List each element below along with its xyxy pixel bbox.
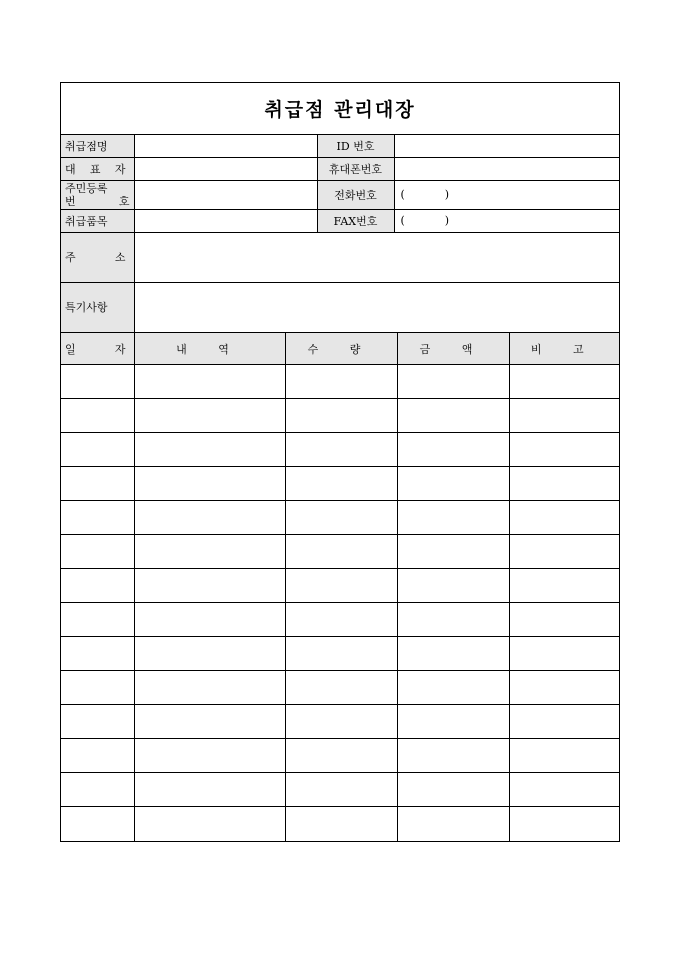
cell-note[interactable] bbox=[509, 467, 619, 501]
cell-date[interactable] bbox=[61, 535, 134, 569]
field-store-name[interactable] bbox=[134, 134, 317, 157]
ledger-form bbox=[60, 82, 620, 842]
cell-quantity[interactable] bbox=[285, 467, 397, 501]
cell-amount[interactable] bbox=[397, 739, 509, 773]
table-row bbox=[61, 773, 619, 807]
cell-amount[interactable] bbox=[397, 433, 509, 467]
label-phone: 전화번호 bbox=[317, 180, 394, 209]
cell-quantity[interactable] bbox=[285, 501, 397, 535]
cell-detail[interactable] bbox=[134, 365, 285, 399]
cell-quantity[interactable] bbox=[285, 399, 397, 433]
cell-amount[interactable] bbox=[397, 569, 509, 603]
cell-amount[interactable] bbox=[397, 399, 509, 433]
header-detail: 내 역 bbox=[134, 333, 285, 365]
field-remarks[interactable] bbox=[134, 282, 619, 332]
cell-date[interactable] bbox=[61, 433, 134, 467]
label-fax: FAX번호 bbox=[317, 209, 394, 232]
cell-detail[interactable] bbox=[134, 773, 285, 807]
label-remarks: 특기사항 bbox=[61, 282, 134, 332]
field-id-number[interactable] bbox=[394, 134, 619, 157]
cell-amount[interactable] bbox=[397, 365, 509, 399]
header-date: 일 자 bbox=[61, 333, 134, 365]
table-row bbox=[61, 739, 619, 773]
cell-quantity[interactable] bbox=[285, 705, 397, 739]
table-row bbox=[61, 433, 619, 467]
cell-amount[interactable] bbox=[397, 637, 509, 671]
cell-note[interactable] bbox=[509, 433, 619, 467]
cell-date[interactable] bbox=[61, 569, 134, 603]
cell-amount[interactable] bbox=[397, 603, 509, 637]
log-table bbox=[61, 332, 619, 841]
label-mobile: 휴대폰번호 bbox=[317, 157, 394, 180]
cell-detail[interactable] bbox=[134, 705, 285, 739]
cell-detail[interactable] bbox=[134, 739, 285, 773]
cell-amount[interactable] bbox=[397, 705, 509, 739]
label-items: 취급품목 bbox=[61, 209, 134, 232]
cell-detail[interactable] bbox=[134, 535, 285, 569]
cell-date[interactable] bbox=[61, 671, 134, 705]
field-mobile[interactable] bbox=[394, 157, 619, 180]
table-row bbox=[61, 807, 619, 841]
cell-note[interactable] bbox=[509, 569, 619, 603]
cell-amount[interactable] bbox=[397, 773, 509, 807]
label-store-name: 취급점명 bbox=[61, 134, 134, 157]
cell-detail[interactable] bbox=[134, 671, 285, 705]
cell-note[interactable] bbox=[509, 535, 619, 569]
table-row bbox=[61, 535, 619, 569]
table-row bbox=[61, 705, 619, 739]
cell-detail[interactable] bbox=[134, 807, 285, 841]
page-title: 취급점 관리대장 bbox=[61, 83, 619, 134]
cell-quantity[interactable] bbox=[285, 773, 397, 807]
cell-note[interactable] bbox=[509, 637, 619, 671]
cell-detail[interactable] bbox=[134, 569, 285, 603]
cell-note[interactable] bbox=[509, 365, 619, 399]
cell-note[interactable] bbox=[509, 773, 619, 807]
label-address: 주 소 bbox=[61, 232, 134, 282]
cell-amount[interactable] bbox=[397, 671, 509, 705]
cell-note[interactable] bbox=[509, 603, 619, 637]
cell-detail[interactable] bbox=[134, 399, 285, 433]
table-row bbox=[61, 467, 619, 501]
cell-quantity[interactable] bbox=[285, 603, 397, 637]
cell-detail[interactable] bbox=[134, 637, 285, 671]
cell-note[interactable] bbox=[509, 501, 619, 535]
field-items[interactable] bbox=[134, 209, 317, 232]
cell-detail[interactable] bbox=[134, 501, 285, 535]
label-resident-number: 주민등록 번 호 bbox=[61, 180, 134, 209]
cell-quantity[interactable] bbox=[285, 365, 397, 399]
table-row bbox=[61, 569, 619, 603]
cell-amount[interactable] bbox=[397, 807, 509, 841]
cell-date[interactable] bbox=[61, 467, 134, 501]
cell-date[interactable] bbox=[61, 637, 134, 671]
label-representative: 대 표 자 bbox=[61, 157, 134, 180]
cell-date[interactable] bbox=[61, 807, 134, 841]
cell-detail[interactable] bbox=[134, 603, 285, 637]
cell-date[interactable] bbox=[61, 739, 134, 773]
cell-amount[interactable] bbox=[397, 535, 509, 569]
cell-date[interactable] bbox=[61, 501, 134, 535]
header-amount: 금 액 bbox=[397, 333, 509, 365]
cell-quantity[interactable] bbox=[285, 739, 397, 773]
table-row bbox=[61, 637, 619, 671]
field-representative[interactable] bbox=[134, 157, 317, 180]
cell-date[interactable] bbox=[61, 365, 134, 399]
cell-note[interactable] bbox=[509, 705, 619, 739]
info-table bbox=[61, 83, 619, 332]
cell-detail[interactable] bbox=[134, 467, 285, 501]
table-row bbox=[61, 399, 619, 433]
header-note: 비 고 bbox=[509, 333, 619, 365]
cell-detail[interactable] bbox=[134, 433, 285, 467]
cell-note[interactable] bbox=[509, 399, 619, 433]
cell-note[interactable] bbox=[509, 739, 619, 773]
cell-note[interactable] bbox=[509, 807, 619, 841]
cell-date[interactable] bbox=[61, 603, 134, 637]
cell-quantity[interactable] bbox=[285, 807, 397, 841]
field-phone[interactable]: ( ) bbox=[394, 180, 619, 209]
cell-quantity[interactable] bbox=[285, 569, 397, 603]
cell-date[interactable] bbox=[61, 399, 134, 433]
table-row bbox=[61, 365, 619, 399]
cell-date[interactable] bbox=[61, 773, 134, 807]
cell-amount[interactable] bbox=[397, 501, 509, 535]
field-fax[interactable]: ( ) bbox=[394, 209, 619, 232]
table-row bbox=[61, 501, 619, 535]
cell-quantity[interactable] bbox=[285, 535, 397, 569]
cell-note[interactable] bbox=[509, 671, 619, 705]
table-row bbox=[61, 603, 619, 637]
cell-quantity[interactable] bbox=[285, 433, 397, 467]
field-address[interactable] bbox=[134, 232, 619, 282]
label-id-number: ID 번호 bbox=[317, 134, 394, 157]
table-row bbox=[61, 671, 619, 705]
cell-quantity[interactable] bbox=[285, 671, 397, 705]
cell-amount[interactable] bbox=[397, 467, 509, 501]
field-resident-number[interactable] bbox=[134, 180, 317, 209]
cell-date[interactable] bbox=[61, 705, 134, 739]
cell-quantity[interactable] bbox=[285, 637, 397, 671]
header-quantity: 수 량 bbox=[285, 333, 397, 365]
